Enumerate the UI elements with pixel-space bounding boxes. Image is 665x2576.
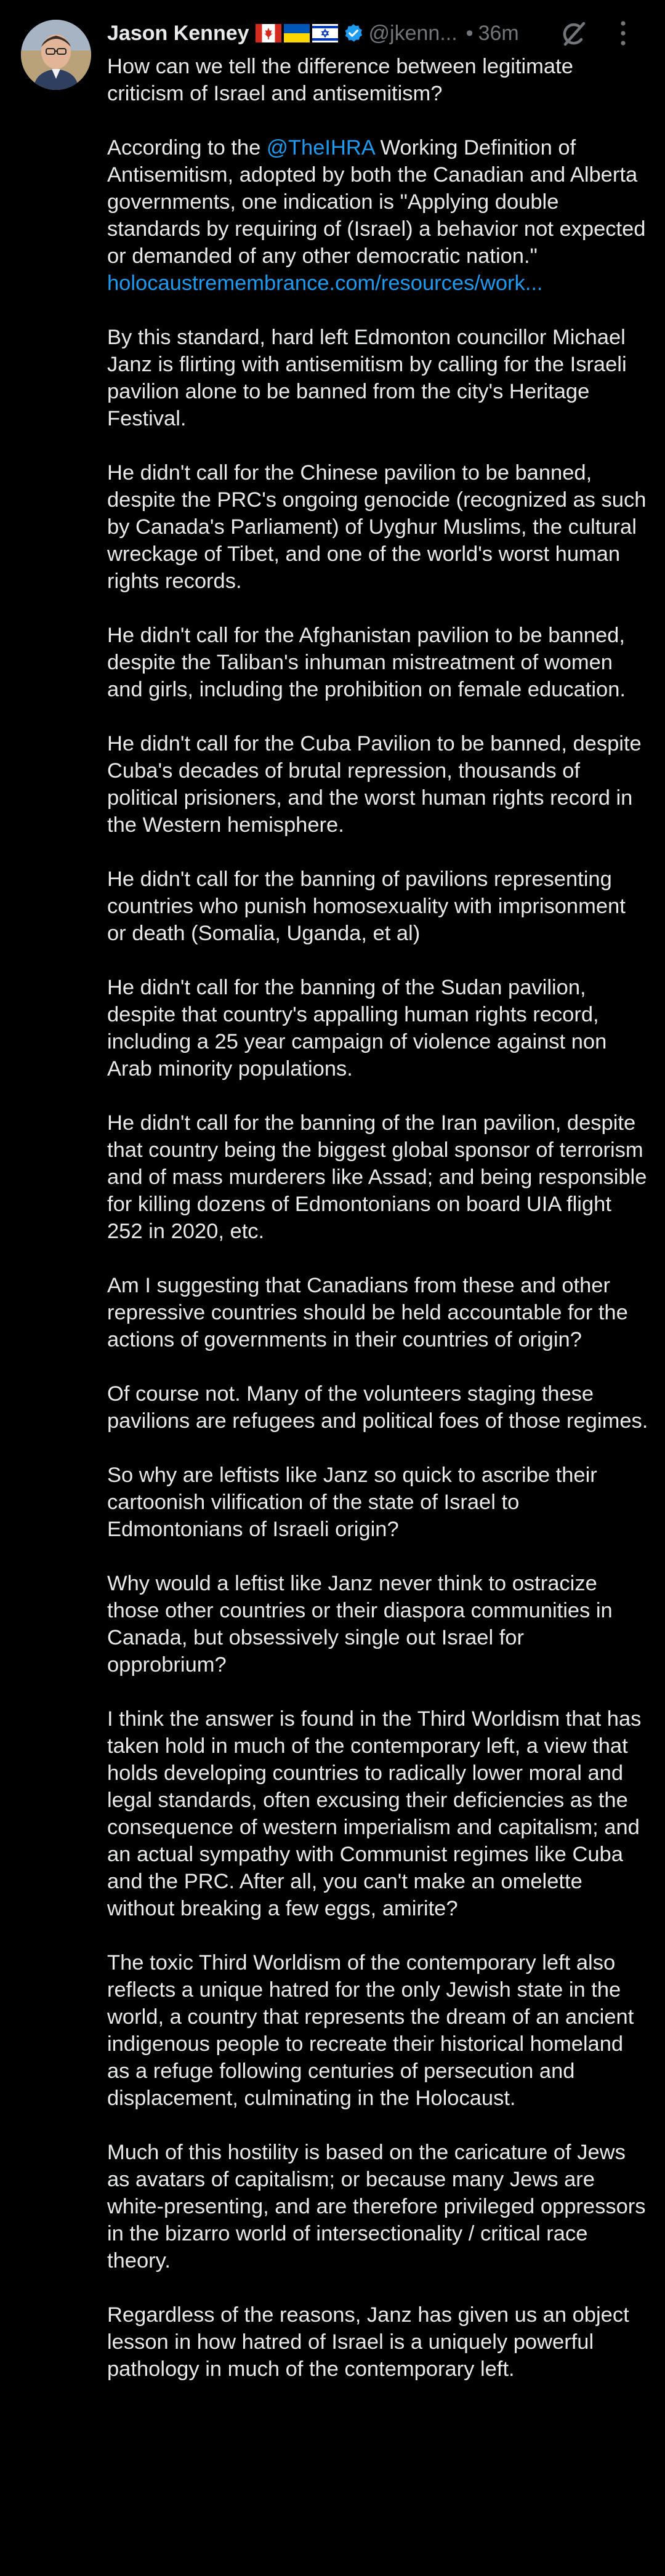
tweet-paragraph: He didn't call for the Chinese pavilion to be banned, despite the PRC's ongoing genocide (recognized as such by Canada's Parliament) of Uyghur Muslims, the cultural wreckage of Tibet, and one of the world's worst human rights records. [107, 461, 647, 593]
avatar-image [21, 20, 91, 90]
verified-badge-icon[interactable] [343, 23, 364, 44]
tweet-paragraph: The toxic Third Worldism of the contemporary left also reflects a unique hatred for the only Jewish state in the world, a country that represents the dream of an ancient indigenous people to recreate their historical homeland as a refuge following centuries of persecution and displacement, culminating in the Holocaust. [107, 1951, 634, 2110]
tweet-paragraph: So why are leftists like Janz so quick to ascribe their cartoonish vilification of the state of Israel to Edmontonians of Israeli origin? [107, 1463, 597, 1541]
tweet-text [107, 53, 649, 2410]
grok-icon[interactable] [558, 18, 589, 49]
mention-link[interactable]: @TheIHRA [266, 136, 374, 159]
tweet-paragraph: He didn't call for the banning of the Iran pavilion, despite that country being the biggest global sponsor of terrorism and of mass murderers like Assad; and being responsible for killing dozens of Edmontonians on board UIA flight 252 in 2020, etc. [107, 1111, 647, 1243]
tweet-paragraph: Regardless of the reasons, Janz has given us an object lesson in how hatred of Israel is a uniquely powerful pathology in much of the contemporary left. [107, 2303, 629, 2381]
flag-emojis [256, 24, 338, 42]
tweet-paragraph: I think the answer is found in the Third Worldism that has taken hold in much of the contemporary left, a view that holds developing countries to radically lower moral and legal standards, often excusing their deficiencies as the consequence of western imperialism and capitalism; and an actual sympathy with Communist regimes like Cuba and the PRC. After all, you can't make an omelette without breaking a few eggs, amirite? [107, 1707, 642, 1920]
tweet-paragraph: He didn't call for the Afghanistan pavilion to be banned, despite the Taliban's inhuman mistreatment of women and girls, including the prohibition on female education. [107, 624, 626, 701]
timestamp[interactable]: 36m [478, 21, 519, 45]
canada-flag-icon [256, 24, 281, 42]
tweet-paragraph: Much of this hostility is based on the caricature of Jews as avatars of capitalism; or because many Jews are white-presenting, and are therefore privileged oppressors in the bizarro world of intersectionality / critical race theory. [107, 2141, 646, 2272]
author-handle[interactable]: @jkenn... [368, 21, 457, 45]
tweet-paragraph: He didn't call for the Cuba Pavilion to be banned, despite Cuba's decades of brutal repression, thousands of political prisioners, and the worst human rights record in the Western hemisphere. [107, 732, 642, 837]
url-link[interactable]: holocaustremembrance.com/resources/work... [107, 272, 543, 295]
text-span: Working Definition of Antisemitism, adopted by both the Canadian and Alberta governments, one indication is "Applying double standards by requiring of (Israel) a behavior not expected or demanded of any other democratic nation." [107, 136, 646, 268]
tweet-paragraph: Of course not. Many of the volunteers staging these pavilions are refugees and political foes of those regimes. [107, 1382, 648, 1433]
separator-dot: • [465, 21, 474, 45]
ukraine-flag-icon [284, 24, 310, 42]
tweet-paragraph: Why would a leftist like Janz never think to ostracize those other countries or their diaspora communities in Canada, but obsessively single out Israel for opprobrium? [107, 1572, 613, 1676]
tweet-paragraph: Am I suggesting that Canadians from these and other repressive countries should be held accountable for the actions of governments in their countries of origin? [107, 1274, 628, 1351]
tweet-paragraph: He didn't call for the banning of pavilions representing countries who punish homosexuality with imprisonment or death (Somalia, Uganda, et al) [107, 867, 626, 945]
author-name[interactable]: Jason Kenney [107, 21, 249, 45]
tweet-paragraph: He didn't call for the banning of the Sudan pavilion, despite that country's appalling human rights record, including a 25 year campaign of violence against non Arab minority populations. [107, 976, 607, 1081]
israel-flag-icon [312, 24, 338, 42]
tweet-paragraph-with-links [107, 134, 649, 297]
avatar[interactable] [21, 20, 91, 90]
more-options-icon[interactable] [617, 17, 629, 49]
tweet-paragraph: By this standard, hard left Edmonton councillor Michael Janz is flirting with antisemitism by calling for the Israeli pavilion alone to be banned from the city's Heritage Festival. [107, 326, 627, 430]
text-span: According to the [107, 136, 267, 159]
tweet-paragraph: How can we tell the difference between legitimate criticism of Israel and antisemitism? [107, 55, 573, 105]
